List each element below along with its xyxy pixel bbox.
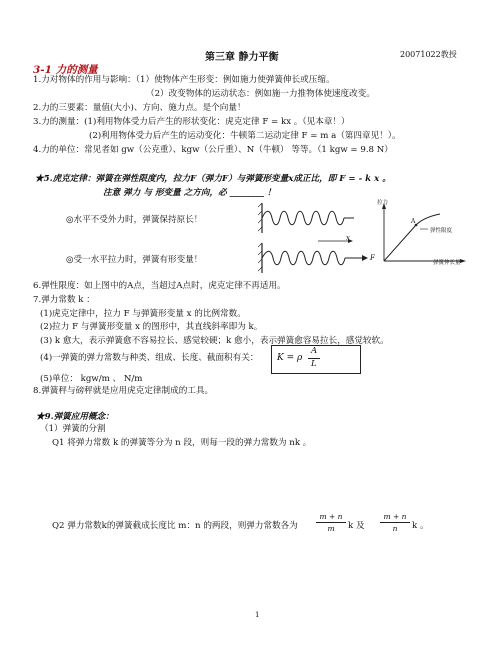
formula-lhs: K = ρ — [277, 353, 303, 363]
constant-def-1: (1)虎克定律中，拉力 F 与弹簧形变量 x 的比例常数。 — [40, 309, 246, 319]
q2-frac2-num: m + n — [383, 512, 407, 521]
elastic-limit-line: 6.弹性限度：如上图中的A点，当超过A点时，虎克定律不再适用。 — [33, 281, 286, 291]
spring-stretched-diagram — [258, 233, 370, 273]
teacher-note: 20071022教授 — [400, 50, 457, 59]
question-2-prefix: Q2 弹力常数k的弹簧截成长度比 m：n 的两段，则弹力常数各为 — [52, 521, 298, 531]
spring-rest-diagram — [258, 203, 358, 233]
q2-frac1-den: m — [327, 524, 335, 533]
line-motion-change: （2）改变物体的运动状态：例如施一力推物体使速度改变。 — [146, 89, 375, 99]
graph-limit-label: 弹性限度 — [430, 228, 453, 234]
line-units: 4.力的单位：常见者如 gw（公克重）、kgw（公斤重）、N（牛顿） 等等。（1 kgw = 9.8 N） — [33, 145, 393, 155]
line-measurement-1: 3.力的测量：(1)利用物体受力后产生的形状变化：虎克定律 F = kx 。（见本章！） — [33, 117, 350, 127]
q2-fraction-2 — [380, 512, 410, 533]
constant-title: 7.弹力常数 k ： — [33, 295, 95, 305]
section-title: 3-1 力的测量 — [33, 64, 98, 76]
constant-def-2: (2)拉力 F 与弹簧形变量 x 的图形中，其直线斜率即为 k。 — [40, 322, 263, 332]
force-extension-graph — [376, 199, 468, 267]
spring1-caption: ◎水平不受外力时，弹簧保持原长！ — [66, 215, 203, 225]
constant-def-4: (4)一弹簧的弹力常数与种类、组成、长度、截面积有关： — [40, 353, 259, 363]
scale-application-line: 8.弹簧秤与磅秤就是应用虎克定律制成的工具。 — [33, 386, 214, 396]
graph-x-label: 弹簧伸长量 — [433, 260, 461, 266]
stiffness-formula — [271, 345, 361, 374]
q2-mid: k 及 — [348, 521, 365, 531]
constant-units: (5)单位： kgw/m 、 N/m — [40, 374, 143, 384]
constant-def-3: (3) k 愈大，表示弹簧愈不容易拉长、感觉较硬；k 愈小，表示弹簧愈容易拉长，感觉较软。 — [40, 336, 389, 346]
q2-frac2-bar — [380, 522, 410, 523]
graph-y-label: 拉力 — [377, 200, 389, 206]
formula-numerator: A — [311, 346, 318, 356]
page-number: 1 — [255, 611, 260, 619]
hooke-law-line: ★5.虎克定律：弹簧在弹性限度内，拉力F（弹力F）与弹簧形变量x成正比，即 F = - k x 。 — [35, 174, 391, 184]
spring2-caption: ◎受一水平拉力时，弹簧有形变量！ — [66, 255, 203, 265]
q2-frac1-bar — [316, 522, 346, 523]
line-force-effect: 1.力对物体的作用与影响：（1）使物体产生形变：例如施力使弹簧伸长或压缩。 — [33, 75, 335, 85]
arrow-f-label: F — [370, 254, 375, 262]
q2-tail: k 。 — [412, 521, 429, 531]
q2-fraction-1 — [316, 512, 346, 533]
question-1: Q1 将弹力常数 k 的弹簧等分为 n 段，则每一段的弹力常数为 nk 。 — [52, 438, 312, 448]
hooke-note-line: 注意 弹力 与 形变量 之方向，必 ________ ！ — [103, 188, 276, 198]
q2-frac1-num: m + n — [319, 512, 343, 521]
graph-point-a: A — [411, 218, 416, 225]
chapter-title: 第三章 静力平衡 — [205, 52, 279, 63]
line-three-elements: 2.力的三要素：量值(大小)、方向、施力点。是个向量！ — [33, 103, 246, 113]
q2-frac2-den: n — [392, 524, 398, 533]
formula-denominator: L — [311, 359, 317, 369]
line-measurement-2: (2)利用物体受力后产生的运动变化：牛顿第二运动定律 F = m a（第四章见！）。 — [89, 131, 401, 141]
application-title: ★9.弹簧应用概念： — [36, 412, 114, 422]
arrow-x-label: x — [346, 234, 350, 242]
application-sub: （1）弹簧的分割 — [40, 424, 106, 434]
